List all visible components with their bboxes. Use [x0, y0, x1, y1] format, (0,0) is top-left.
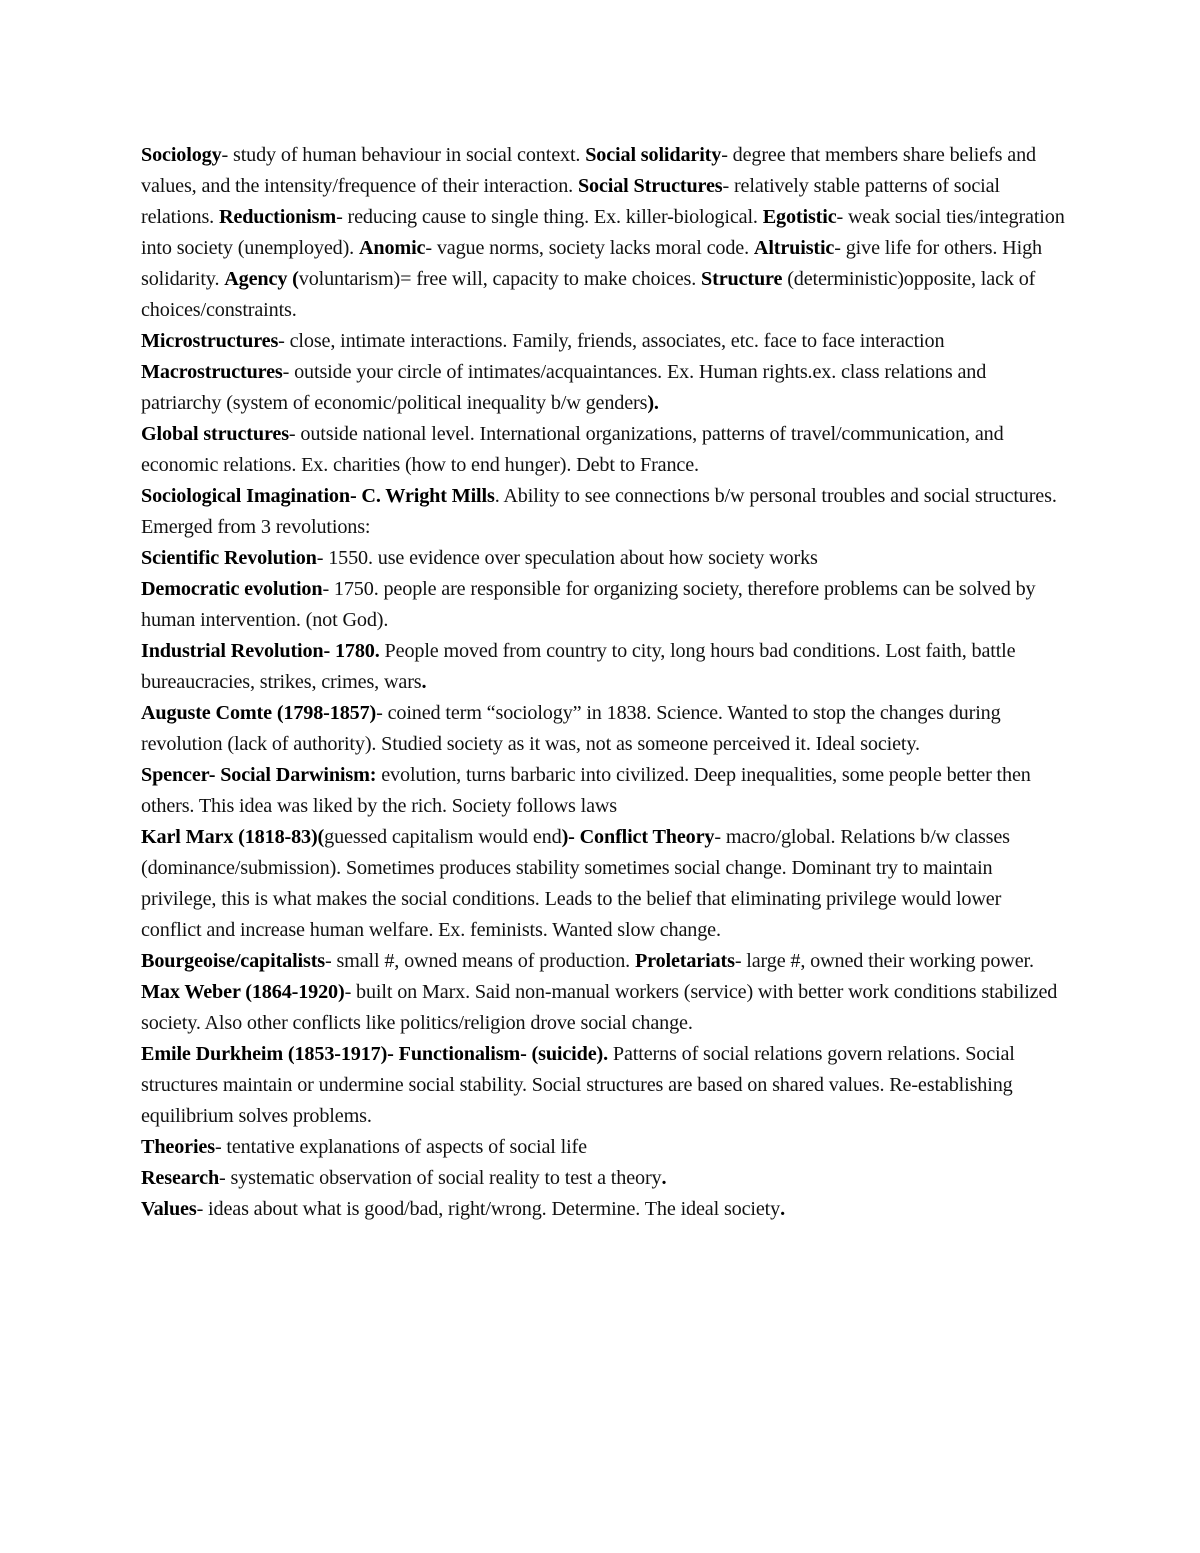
- bold-term: Agency: [224, 268, 288, 290]
- paragraph: [141, 357, 1066, 419]
- body-text: - ideas about what is good/bad, right/wrong. Determine. The ideal society: [196, 1198, 781, 1220]
- body-text: - macro/global. Relations b/w classes (dominance/submission). Sometimes produces stability sometimes social change. Dominant try to maintain privilege, this is what makes the social conditions. Leads to the belief that eliminating privilege would lower conflict and increase human welfare. Ex. feminists. Wanted slow change.: [141, 826, 1010, 941]
- body-text: - tentative explanations of aspects of social life: [214, 1136, 587, 1158]
- bold-term: Anomic: [358, 237, 426, 259]
- bold-term: Max Weber (1864-1920): [141, 981, 345, 1003]
- bold-term: Industrial Revolution- 1780.: [141, 640, 380, 662]
- body-text: - relatively stable patterns of social relations.: [141, 175, 1000, 228]
- paragraph: [141, 977, 1066, 1039]
- body-text: (deterministic)opposite, lack of choices/constraints.: [141, 268, 1036, 321]
- body-text: voluntarism)= free will, capacity to make choices.: [298, 268, 702, 290]
- body-text: - large #, owned their working power.: [734, 950, 1034, 972]
- bold-term: Theories: [141, 1136, 215, 1158]
- paragraph: [141, 543, 1066, 574]
- paragraph: [141, 481, 1066, 543]
- body-text: - coined term “sociology” in 1838. Science. Wanted to stop the changes during revolution (lack of authority). Studied society as it was, not as someone perceived it. Ideal society.: [141, 702, 1001, 755]
- paragraph: [141, 822, 1066, 946]
- bold-term: Egotistic: [762, 206, 837, 228]
- body-text: - systematic observation of social reality to test a theory: [219, 1167, 662, 1189]
- paragraph: [141, 698, 1066, 760]
- paragraph: [141, 760, 1066, 822]
- bold-term: Spencer- Social Darwinism:: [141, 764, 377, 786]
- body-text: - vague norms, society lacks moral code.: [425, 237, 754, 259]
- bold-term: Macrostructures: [141, 361, 283, 383]
- body-text: evolution, turns barbaric into civilized. Deep inequalities, some people better then others. This idea was liked by the rich. Society follows laws: [141, 764, 1031, 817]
- bold-term: .: [421, 671, 427, 693]
- bold-term: .: [661, 1167, 667, 1189]
- bold-term: Sociological Imagination- C. Wright Mills: [141, 485, 495, 507]
- paragraph: [141, 1194, 1066, 1225]
- bold-term: Democratic evolution: [141, 578, 323, 600]
- bold-term: Global structures: [141, 423, 289, 445]
- body-text: guessed capitalism would end: [324, 826, 562, 848]
- body-text: People moved from country to city, long hours bad conditions. Lost faith, battle bureaucracies, strikes, crimes, wars: [141, 640, 1016, 693]
- body-text: - outside your circle of intimates/acquaintances. Ex. Human rights.ex. class relations and patriarchy (system of economic/political inequality b/w genders: [141, 361, 987, 414]
- body-text: - study of human behaviour in social context.: [221, 144, 586, 166]
- bold-term: Social Structures: [577, 175, 723, 197]
- document-body: [141, 140, 1066, 1225]
- body-text: - degree that members share beliefs and values, and the intensity/frequence of their interaction.: [141, 144, 1036, 197]
- paragraph: [141, 636, 1066, 698]
- bold-term: Karl Marx (1818-83)(: [141, 826, 325, 848]
- paragraph: [141, 946, 1066, 977]
- paragraph: [141, 1132, 1066, 1163]
- body-text: - weak social ties/integration into society (unemployed).: [141, 206, 1065, 259]
- bold-term: Reductionism: [218, 206, 337, 228]
- paragraph: [141, 1163, 1066, 1194]
- bold-term: ).: [647, 392, 659, 414]
- bold-term: Social solidarity: [585, 144, 722, 166]
- body-text: Patterns of social relations govern relations. Social structures maintain or undermine social stability. Social structures are based on shared values. Re-establishing equilibrium solves problems.: [141, 1043, 1015, 1127]
- bold-term: Values: [141, 1198, 197, 1220]
- body-text: - outside national level. International organizations, patterns of travel/communication, and economic relations. Ex. charities (how to end hunger). Debt to France.: [141, 423, 1004, 476]
- body-text: - small #, owned means of production.: [325, 950, 635, 972]
- bold-term: Scientific Revolution: [141, 547, 317, 569]
- body-text: - reducing cause to single thing. Ex. killer-biological.: [336, 206, 763, 228]
- paragraph: [141, 574, 1066, 636]
- body-text: - 1750. people are responsible for organizing society, therefore problems can be solved by human intervention. (not God).: [141, 578, 1036, 631]
- bold-term: .: [780, 1198, 785, 1220]
- paragraph: [141, 1039, 1066, 1132]
- bold-term: Auguste Comte (1798-1857): [141, 702, 377, 724]
- bold-term: Sociology: [141, 144, 222, 166]
- bold-term: Bourgeoise/capitalists: [141, 950, 325, 972]
- bold-term: Research: [141, 1167, 220, 1189]
- body-text: . Ability to see connections b/w personal troubles and social structures. Emerged from 3 revolutions:: [141, 485, 1057, 538]
- body-text: - built on Marx. Said non-manual workers (service) with better work conditions stabilized society. Also other conflicts like politics/religion drove social change.: [141, 981, 1058, 1034]
- body-text: - close, intimate interactions. Family, friends, associates, etc. face to face interaction: [278, 330, 945, 352]
- bold-term: (: [292, 268, 299, 290]
- paragraph: [141, 419, 1066, 481]
- paragraph: [141, 326, 1066, 357]
- bold-term: )- Conflict Theory: [561, 826, 715, 848]
- body-text: - give life for others. High solidarity.: [141, 237, 1042, 290]
- bold-term: Emile Durkheim (1853-1917)- Functionalism- (suicide).: [141, 1043, 608, 1065]
- body-text: - 1550. use evidence over speculation about how society works: [316, 547, 818, 569]
- bold-term: Proletariats: [634, 950, 735, 972]
- bold-term: Microstructures: [141, 330, 279, 352]
- bold-term: Altruistic: [753, 237, 835, 259]
- paragraph: [141, 140, 1066, 326]
- bold-term: Structure: [701, 268, 783, 290]
